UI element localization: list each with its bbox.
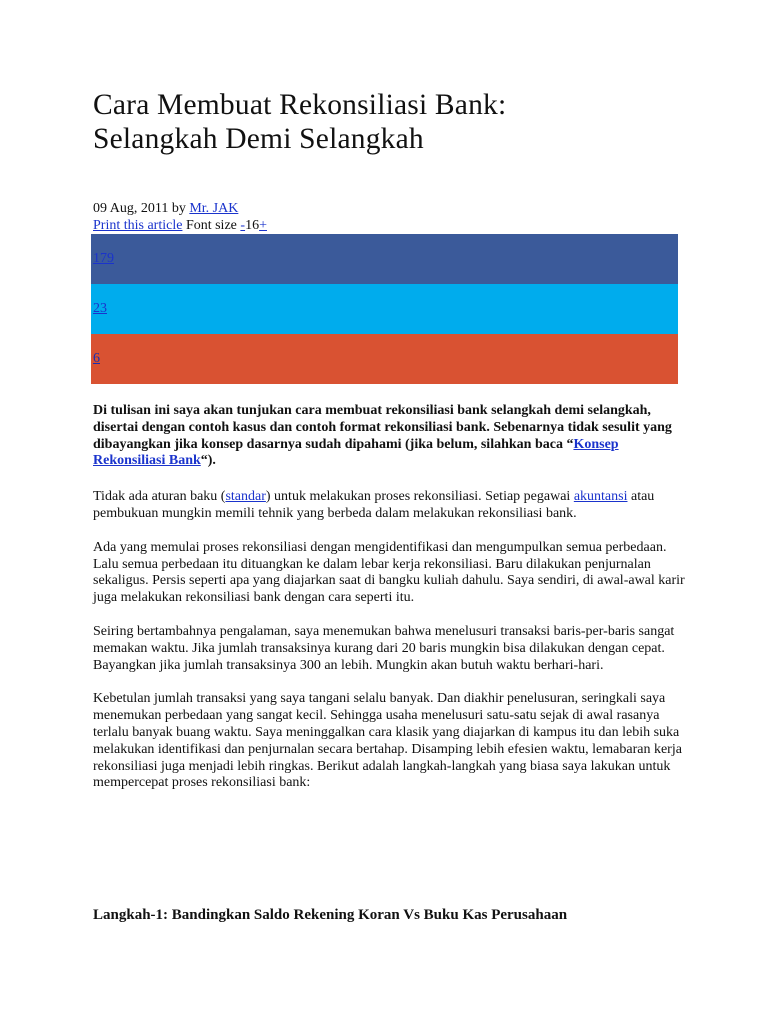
article-meta xyxy=(93,200,267,234)
print-article-link[interactable]: Print this article xyxy=(93,218,183,233)
twitter-share-count[interactable]: 23 xyxy=(93,301,107,316)
standar-link[interactable]: standar xyxy=(225,489,266,505)
facebook-share-count[interactable]: 179 xyxy=(93,251,114,266)
paragraph-1-text-c: atau pembukuan mungkin memili tehnik yang berbeda dalam melakukan rekonsiliasi bank. xyxy=(93,489,655,521)
paragraph-3: Seiring bertambahnya pengalaman, saya menemukan bahwa menelusuri transaksi baris-per-baris sangat memakan waktu. Jika jumlah transaksinya kurang dari 20 baris mungkin bisa dilakukan dengan cepat. Bayangkan jika jumlah transaksinya 300 an lebih. Mungkin akan butuh waktu berhari-hari. xyxy=(93,623,675,673)
paragraph-2: Ada yang memulai proses rekonsiliasi dengan mengidentifikasi dan mengumpulkan semua perbedaan. Lalu semua perbedaan itu dituangkan ke dalam lebar kerja rekonsiliasi. Baru dilakukan penjurnalan sekaligus. Persis seperti apa yang diajarkan saat di bangku kuliah dahulu. Saya sendiri, di awal-awal karir juga melakukan rekonsiliasi bank dengan cara seperti itu. xyxy=(93,539,685,606)
akuntansi-link[interactable]: akuntansi xyxy=(573,489,628,505)
paragraph-4: Kebetulan jumlah transaksi yang saya tangani selalu banyak. Dan diakhir penelusuran, seringkali saya menemukan perbedaan yang sangat kecil. Sehingga usaha menelusuri satu-satu sejak di awal rasanya terlalu banyak buang waktu. Saya meninggalkan cara klasik yang diajarkan di kampus itu dan lebih suka melakukan identifikasi dan penjurnalan secara bertahap. Disamping lebih efesien waktu, lemabaran kerja rekonsiliasi juga menjadi lebih ringkas. Berikut adalah langkah-langkah yang biasa saya lakukan untuk mempercepat proses rekonsiliasi bank: xyxy=(93,691,682,791)
title-line-1: Cara Membuat Rekonsiliasi Bank: xyxy=(93,89,507,121)
article-tools xyxy=(93,217,267,234)
intro-text: Di tulisan ini saya akan tunjukan cara membuat rekonsiliasi bank selangkah demi selangkah, disertai dengan contoh kasus dan contoh format rekonsiliasi bank. Sebenarnya tidak sesulit yang dibayangkan jika konsep dasarnya sudah dipahami (jika belum, silahkan baca “ xyxy=(93,403,672,452)
intro-end: “). xyxy=(200,453,216,469)
font-size-value: 16 xyxy=(245,218,260,233)
article-title xyxy=(93,88,693,156)
author-link[interactable]: Mr. JAK xyxy=(189,201,239,216)
googleplus-share-bar[interactable] xyxy=(91,334,678,384)
publish-date: 09 Aug, 2011 by xyxy=(93,201,190,216)
paragraph-1-text-b: ) untuk melakukan proses rekonsiliasi. Setiap pegawai xyxy=(265,489,574,505)
twitter-share-bar[interactable] xyxy=(91,284,678,334)
title-line-2: Selangkah Demi Selangkah xyxy=(93,123,424,155)
font-increase-link[interactable]: + xyxy=(259,218,267,233)
article-body xyxy=(93,403,685,792)
byline xyxy=(93,200,267,217)
paragraph-1-text-a: Tidak ada aturan baku ( xyxy=(93,489,226,505)
googleplus-share-count[interactable]: 6 xyxy=(93,351,100,366)
paragraph-1 xyxy=(93,489,685,523)
section-heading-step-1: Langkah-1: Bandingkan Saldo Rekening Koran Vs Buku Kas Perusahaan xyxy=(93,907,568,923)
facebook-share-bar[interactable] xyxy=(91,234,678,284)
share-bars xyxy=(91,234,678,384)
font-size-label: Font size xyxy=(182,218,241,233)
intro-paragraph xyxy=(93,403,685,470)
konsep-rekonsiliasi-link[interactable]: Konsep Rekonsiliasi Bank xyxy=(93,436,619,469)
font-decrease-link[interactable]: - xyxy=(240,218,246,233)
